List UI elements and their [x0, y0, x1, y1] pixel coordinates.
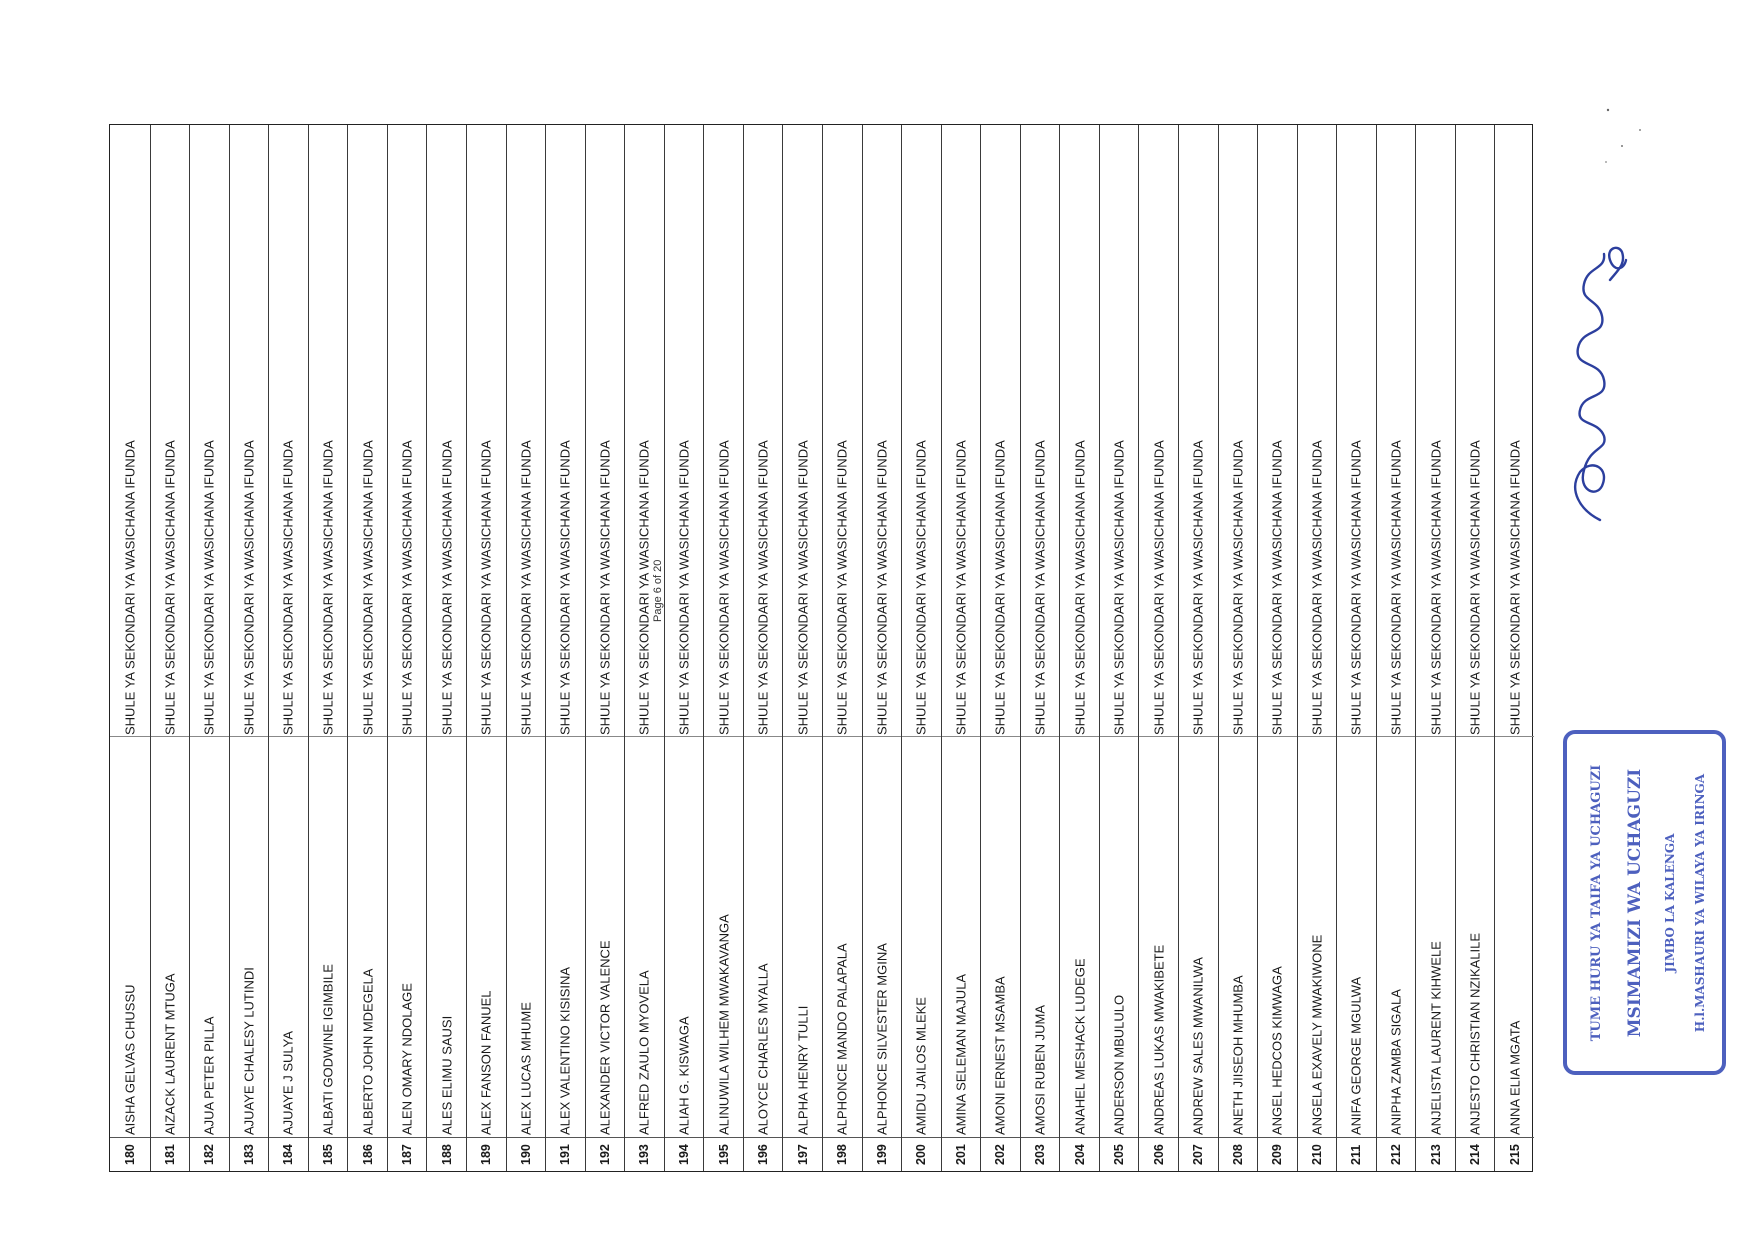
cell-divider	[1219, 1137, 1258, 1138]
cell-divider	[151, 1137, 190, 1138]
cell-divider	[467, 1137, 506, 1138]
candidate-name: ALPHA HENRY TULLI	[795, 1005, 811, 1135]
polling-station: SHULE YA SEKONDARI YA WASICHANA IFUNDA	[201, 440, 217, 735]
cell-divider	[1416, 1137, 1455, 1138]
cell-divider	[783, 736, 822, 737]
cell-divider	[863, 1137, 902, 1138]
row-number: 206	[1151, 1144, 1166, 1165]
scan-specks-icon	[1600, 100, 1660, 220]
row-number: 188	[439, 1144, 454, 1165]
candidate-name: ALEX LUCAS MHUME	[518, 1002, 534, 1135]
candidate-name: ALIAH G. KISWAGA	[676, 1016, 692, 1135]
table-row	[1455, 125, 1495, 1171]
candidate-name: ALOYCE CHARLES MYALLA	[755, 963, 771, 1135]
row-number: 212	[1389, 1144, 1404, 1165]
cell-divider	[981, 1137, 1020, 1138]
cell-divider	[110, 1137, 150, 1138]
table-row	[426, 125, 466, 1171]
cell-divider	[783, 1137, 822, 1138]
cell-divider	[1179, 1137, 1218, 1138]
table-row	[901, 125, 941, 1171]
row-number: 211	[1349, 1144, 1364, 1165]
table-row	[1415, 125, 1455, 1171]
cell-divider	[1377, 1137, 1416, 1138]
table-row	[1178, 125, 1218, 1171]
row-number: 180	[122, 1144, 137, 1165]
row-number: 199	[874, 1144, 889, 1165]
cell-divider	[1060, 1137, 1099, 1138]
cell-divider	[1298, 1137, 1337, 1138]
table-row	[1059, 125, 1099, 1171]
table-row	[268, 125, 308, 1171]
cell-divider	[981, 736, 1020, 737]
row-number: 184	[281, 1144, 296, 1165]
signature-icon	[1540, 240, 1630, 530]
stamp-line-1: TUME HURU YA TAIFA YA UCHAGUZI	[1589, 764, 1604, 1041]
table-row	[1257, 125, 1297, 1171]
cell-divider	[665, 736, 704, 737]
row-number: 213	[1428, 1144, 1443, 1165]
cell-divider	[427, 1137, 466, 1138]
candidate-name: ANGEL HEDCOS KIMWAGA	[1269, 966, 1285, 1135]
cell-divider	[1021, 1137, 1060, 1138]
row-number: 194	[677, 1144, 692, 1165]
candidate-name: AJUA PETER PILLA	[201, 1016, 217, 1135]
table-row	[506, 125, 546, 1171]
cell-divider	[704, 736, 743, 737]
polling-station: SHULE YA SEKONDARI YA WASICHANA IFUNDA	[1190, 440, 1206, 735]
cell-divider	[467, 736, 506, 737]
table-row	[624, 125, 664, 1171]
cell-divider	[1139, 736, 1178, 737]
polling-station: SHULE YA SEKONDARI YA WASICHANA IFUNDA	[1230, 440, 1246, 735]
candidate-name: ANAHEL MESHACK LUDEGE	[1072, 958, 1088, 1135]
cell-divider	[902, 1137, 941, 1138]
candidate-name: ANDREAS LUKAS MWAKIBETE	[1151, 944, 1167, 1135]
cell-divider	[1456, 1137, 1495, 1138]
polling-station: SHULE YA SEKONDARI YA WASICHANA IFUNDA	[280, 440, 296, 735]
row-number: 208	[1230, 1144, 1245, 1165]
cell-divider	[1377, 736, 1416, 737]
cell-divider	[744, 736, 783, 737]
cell-divider	[110, 736, 150, 737]
candidate-name: ANJELISTA LAURENT KIHWELE	[1428, 941, 1444, 1135]
table-row	[308, 125, 348, 1171]
row-number: 191	[558, 1144, 573, 1165]
polling-station: SHULE YA SEKONDARI YA WASICHANA IFUNDA	[1388, 440, 1404, 735]
polling-station: SHULE YA SEKONDARI YA WASICHANA IFUNDA	[1309, 440, 1325, 735]
polling-station: SHULE YA SEKONDARI YA WASICHANA IFUNDA	[953, 440, 969, 735]
candidate-list-table	[109, 124, 1533, 1172]
cell-divider	[1100, 1137, 1139, 1138]
polling-station: SHULE YA SEKONDARI YA WASICHANA IFUNDA	[1507, 440, 1523, 735]
polling-station: SHULE YA SEKONDARI YA WASICHANA IFUNDA	[913, 440, 929, 735]
cell-divider	[863, 736, 902, 737]
row-number: 192	[597, 1144, 612, 1165]
polling-station: SHULE YA SEKONDARI YA WASICHANA IFUNDA	[478, 440, 494, 735]
stamp-line-2: MSIMAMIZI WA UCHAGUZI	[1625, 768, 1645, 1037]
cell-divider	[665, 1137, 704, 1138]
cell-divider	[1219, 736, 1258, 737]
table-row	[1138, 125, 1178, 1171]
cell-divider	[151, 736, 190, 737]
row-number: 209	[1270, 1144, 1285, 1165]
cell-divider	[704, 1137, 743, 1138]
stamp-line-4: H.l.MASHAURI YA WILAYA YA IRINGA	[1693, 773, 1707, 1032]
cell-divider	[942, 1137, 981, 1138]
table-row	[189, 125, 229, 1171]
candidate-name: AMIDU JAILOS MLEKE	[913, 997, 929, 1135]
cell-divider	[230, 1137, 269, 1138]
candidate-name: ANIFA GEORGE MGULWA	[1348, 976, 1364, 1135]
cell-divider	[1139, 1137, 1178, 1138]
cell-divider	[942, 736, 981, 737]
table-row	[1297, 125, 1337, 1171]
table-row	[229, 125, 269, 1171]
cell-divider	[348, 1137, 387, 1138]
cell-divider	[1337, 1137, 1376, 1138]
table-row	[1099, 125, 1139, 1171]
candidate-name: ANDERSON MBULULO	[1111, 994, 1127, 1135]
table-row	[545, 125, 585, 1171]
cell-divider	[823, 736, 862, 737]
candidate-name: ALINUWILA WILHEM MWAKAVANGA	[716, 914, 732, 1135]
row-number: 189	[479, 1144, 494, 1165]
table-row	[1218, 125, 1258, 1171]
candidate-name: ANIPHA ZAMBA SIGALA	[1388, 989, 1404, 1135]
candidate-name: ALEX VALENTINO KISISINA	[557, 966, 573, 1135]
row-number: 181	[162, 1144, 177, 1165]
cell-divider	[427, 736, 466, 737]
candidate-name: ANNA ELIA MGATA	[1507, 1020, 1523, 1135]
polling-station: SHULE YA SEKONDARI YA WASICHANA IFUNDA	[1032, 440, 1048, 735]
cell-divider	[1258, 736, 1297, 737]
table-row	[150, 125, 190, 1171]
candidate-name: ANJESTO CHRISTIAN NZIKALILE	[1467, 932, 1483, 1135]
candidate-name: ALEX FANSON FANUEL	[478, 990, 494, 1135]
table-row	[1336, 125, 1376, 1171]
table-row	[743, 125, 783, 1171]
table-row	[585, 125, 625, 1171]
cell-divider	[1337, 736, 1376, 737]
polling-station: SHULE YA SEKONDARI YA WASICHANA IFUNDA	[360, 440, 376, 735]
cell-divider	[1258, 1137, 1297, 1138]
row-number: 203	[1033, 1144, 1048, 1165]
cell-divider	[744, 1137, 783, 1138]
cell-divider	[1495, 1137, 1534, 1138]
table-row	[1376, 125, 1416, 1171]
polling-station: SHULE YA SEKONDARI YA WASICHANA IFUNDA	[439, 440, 455, 735]
cell-divider	[546, 736, 585, 737]
cell-divider	[230, 736, 269, 737]
polling-station: SHULE YA SEKONDARI YA WASICHANA IFUNDA	[1348, 440, 1364, 735]
row-number: 183	[241, 1144, 256, 1165]
cell-divider	[348, 736, 387, 737]
polling-station: SHULE YA SEKONDARI YA WASICHANA IFUNDA	[1467, 440, 1483, 735]
polling-station: SHULE YA SEKONDARI YA WASICHANA IFUNDA	[518, 440, 534, 735]
polling-station: SHULE YA SEKONDARI YA WASICHANA IFUNDA	[162, 440, 178, 735]
table-row	[1020, 125, 1060, 1171]
table-row	[703, 125, 743, 1171]
cell-divider	[1416, 736, 1455, 737]
cell-divider	[625, 1137, 664, 1138]
polling-station: SHULE YA SEKONDARI YA WASICHANA IFUNDA	[122, 440, 138, 735]
polling-station: SHULE YA SEKONDARI YA WASICHANA IFUNDA	[755, 440, 771, 735]
cell-divider	[1179, 736, 1218, 737]
candidate-name: ALBATI GODWINE IGIMBILE	[320, 964, 336, 1135]
row-number: 196	[756, 1144, 771, 1165]
official-stamp	[1563, 730, 1726, 1075]
polling-station: SHULE YA SEKONDARI YA WASICHANA IFUNDA	[834, 440, 850, 735]
table-row	[941, 125, 981, 1171]
cell-divider	[546, 1137, 585, 1138]
table-row	[822, 125, 862, 1171]
polling-station: SHULE YA SEKONDARI YA WASICHANA IFUNDA	[676, 440, 692, 735]
row-number: 205	[1112, 1144, 1127, 1165]
row-number: 198	[835, 1144, 850, 1165]
candidate-name: ANETH JIISEOH MHUMBA	[1230, 975, 1246, 1135]
candidate-name: ANGELA EXAVELY MWAKIWONE	[1309, 934, 1325, 1135]
cell-divider	[269, 736, 308, 737]
table-row	[664, 125, 704, 1171]
polling-station: SHULE YA SEKONDARI YA WASICHANA IFUNDA	[795, 440, 811, 735]
cell-divider	[190, 736, 229, 737]
table-row	[862, 125, 902, 1171]
table-row	[466, 125, 506, 1171]
cell-divider	[1456, 736, 1495, 737]
polling-station: SHULE YA SEKONDARI YA WASICHANA IFUNDA	[597, 440, 613, 735]
cell-divider	[1298, 736, 1337, 737]
cell-divider	[1495, 736, 1534, 737]
polling-station: SHULE YA SEKONDARI YA WASICHANA IFUNDA	[1151, 440, 1167, 735]
cell-divider	[823, 1137, 862, 1138]
candidate-name: ALEXANDER VICTOR VALENCE	[597, 940, 613, 1135]
candidate-name: AJUAYE CHALESY LUTINDI	[241, 967, 257, 1135]
polling-station: SHULE YA SEKONDARI YA WASICHANA IFUNDA	[1269, 440, 1285, 735]
cell-divider	[902, 736, 941, 737]
cell-divider	[388, 736, 427, 737]
candidate-name: ALEN OMARY NDOLAGE	[399, 983, 415, 1135]
polling-station: SHULE YA SEKONDARI YA WASICHANA IFUNDA	[874, 440, 890, 735]
cell-divider	[269, 1137, 308, 1138]
polling-station: SHULE YA SEKONDARI YA WASICHANA IFUNDA	[992, 440, 1008, 735]
polling-station: SHULE YA SEKONDARI YA WASICHANA IFUNDA	[557, 440, 573, 735]
candidate-name: AISHA GELVAS CHUSSU	[122, 984, 138, 1135]
polling-station: SHULE YA SEKONDARI YA WASICHANA IFUNDA	[241, 440, 257, 735]
candidate-name: AMONI ERNEST MSAMBA	[992, 976, 1008, 1135]
row-number: 202	[993, 1144, 1008, 1165]
row-number: 187	[400, 1144, 415, 1165]
cell-divider	[190, 1137, 229, 1138]
cell-divider	[507, 1137, 546, 1138]
cell-divider	[586, 736, 625, 737]
polling-station: SHULE YA SEKONDARI YA WASICHANA IFUNDA	[1072, 440, 1088, 735]
polling-station: SHULE YA SEKONDARI YA WASICHANA IFUNDA	[716, 440, 732, 735]
candidate-name: ALFRED ZAULO MYOVELA	[636, 970, 652, 1135]
candidate-name: AMOSI RUBEN JUMA	[1032, 1004, 1048, 1135]
cell-divider	[586, 1137, 625, 1138]
stamp-line-3: JIMBO LA KALENGA	[1663, 833, 1677, 972]
polling-station: SHULE YA SEKONDARI YA WASICHANA IFUNDA	[1111, 440, 1127, 735]
row-number: 195	[716, 1144, 731, 1165]
row-number: 182	[202, 1144, 217, 1165]
polling-station: SHULE YA SEKONDARI YA WASICHANA IFUNDA	[399, 440, 415, 735]
candidate-name: AJUAYE J SULYA	[280, 1030, 296, 1135]
polling-station: SHULE YA SEKONDARI YA WASICHANA IFUNDA	[320, 440, 336, 735]
cell-divider	[1060, 736, 1099, 737]
row-number: 215	[1507, 1144, 1522, 1165]
polling-station: SHULE YA SEKONDARI YA WASICHANA IFUNDA	[1428, 440, 1444, 735]
table-row	[110, 125, 150, 1171]
candidate-name: ANDREW SALES MWANILWA	[1190, 957, 1206, 1135]
row-number: 193	[637, 1144, 652, 1165]
page-number: Page 6 of 20	[652, 559, 664, 622]
table-row	[980, 125, 1020, 1171]
row-number: 210	[1309, 1144, 1324, 1165]
row-number: 207	[1191, 1144, 1206, 1165]
table-row	[387, 125, 427, 1171]
row-number: 200	[914, 1144, 929, 1165]
candidate-name: ALPHONCE SILVESTER MGINA	[874, 943, 890, 1135]
candidate-name: AMINA SELEMAN MAJULA	[953, 973, 969, 1135]
row-number: 214	[1468, 1144, 1483, 1165]
candidate-name: ALPHONCE MANDO PALAPALA	[834, 943, 850, 1135]
cell-divider	[1100, 736, 1139, 737]
cell-divider	[507, 736, 546, 737]
row-number: 197	[795, 1144, 810, 1165]
row-number: 204	[1072, 1144, 1087, 1165]
table-row	[347, 125, 387, 1171]
cell-divider	[309, 736, 348, 737]
row-number: 186	[360, 1144, 375, 1165]
row-number: 190	[518, 1144, 533, 1165]
cell-divider	[309, 1137, 348, 1138]
table-row	[1494, 125, 1534, 1171]
candidate-name: ALES ELIMU SAUSI	[439, 1015, 455, 1135]
candidate-name: ALBERTO JOHN MDEGELA	[360, 968, 376, 1135]
cell-divider	[388, 1137, 427, 1138]
candidate-name: AIZACK LAURENT MTUGA	[162, 973, 178, 1135]
cell-divider	[625, 736, 664, 737]
row-number: 185	[321, 1144, 336, 1165]
cell-divider	[1021, 736, 1060, 737]
polling-station: SHULE YA SEKONDARI YA WASICHANA IFUNDA	[636, 440, 652, 735]
row-number: 201	[953, 1144, 968, 1165]
table-row	[782, 125, 822, 1171]
